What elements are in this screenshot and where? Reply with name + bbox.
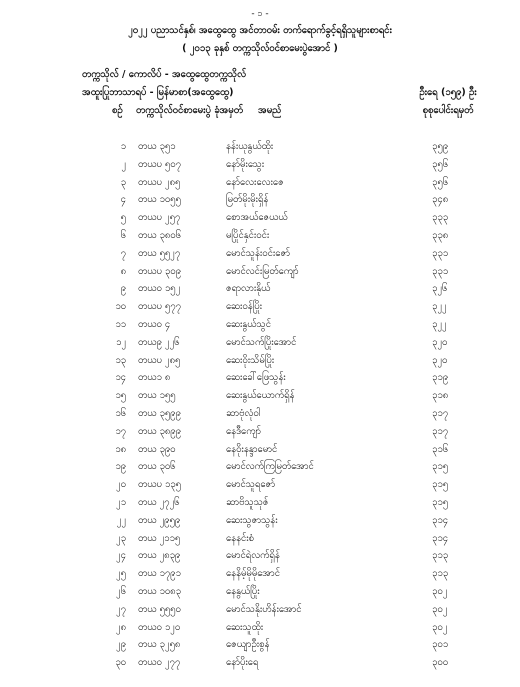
total-score: ၃၀၂ xyxy=(432,603,448,615)
student-name: နန်းယုနွယ်ထိုး xyxy=(226,141,274,152)
student-name: ဆေးဝန်ပြိုး xyxy=(226,301,263,313)
student-name: နေနင်းစံ xyxy=(226,532,255,544)
document-subtitle: ( ၂၀၁၃ ခုနှစ် တက္ကသိုလ်ဝင်စာမေးပွဲအောင် ) xyxy=(182,43,338,54)
table-row xyxy=(0,443,520,462)
seat-number: တယ ၁၅၅ xyxy=(138,390,176,402)
seat-number: တယ ၅၅၅၀ xyxy=(138,603,181,615)
row-number: ၅ xyxy=(120,212,126,224)
table-row xyxy=(0,478,520,497)
row-number: ၁၆ xyxy=(115,408,126,419)
student-name: ဆေးသွဇာသွန်း xyxy=(226,514,278,526)
total-score: ၃၁၅ xyxy=(432,479,449,491)
student-name: မောင်သူရဇော် xyxy=(226,479,276,491)
table-row xyxy=(0,300,520,319)
table-row xyxy=(0,229,520,248)
total-score: ၃၃၃ xyxy=(432,212,449,224)
seat-number: တယဝ ၁၂၀ xyxy=(138,621,181,633)
total-score: ၃၁၃ xyxy=(432,550,449,562)
total-score: ၃၁၄ xyxy=(432,514,449,526)
table-row xyxy=(0,371,520,390)
student-name: နော်မိုးသွေး xyxy=(226,158,265,170)
seat-number: တယပ ၂၈၅ xyxy=(138,176,181,188)
seat-number: တယ ၃၀၆ xyxy=(138,461,176,473)
total-score: ၃၁၆ xyxy=(432,443,449,455)
seat-number: တယဝ ၂၇၇ xyxy=(138,657,181,669)
total-score: ၃၁၄ xyxy=(432,532,449,544)
total-score: ၃၀၁ xyxy=(432,639,449,651)
total-score: ၃၂၀ xyxy=(432,336,448,348)
seat-number: တယပ ၅၀၇ xyxy=(138,158,181,170)
total-count: ဦးရေ (၁၅၉) ဦး xyxy=(419,87,477,98)
student-name: မပြိုင်နှင်းဝင်း xyxy=(226,230,270,241)
seat-number: တယ ၃၈၉၉ xyxy=(138,425,181,437)
table-row xyxy=(0,585,520,604)
total-score: ၃၁၃ xyxy=(432,568,449,580)
total-score: ၃၁၉ xyxy=(432,372,449,384)
student-name: ဆေးနွယ်ယောက်ရှိန် xyxy=(226,390,295,402)
table-row xyxy=(0,621,520,640)
row-number: ၉ xyxy=(120,283,126,295)
table-row xyxy=(0,211,520,230)
table-row xyxy=(0,318,520,337)
total-score: ၃၁၇ xyxy=(432,425,449,437)
table-row xyxy=(0,514,520,533)
table-row xyxy=(0,247,520,266)
table-row xyxy=(0,282,520,301)
total-score: ၃၁၅ xyxy=(432,497,449,508)
seat-number: တယ ၂၇၂၆ xyxy=(138,497,180,508)
student-name: နော်ပိုးရေ xyxy=(226,657,259,669)
row-number: ၁၄ xyxy=(115,372,126,384)
seat-number: တယ ၃၈၀၆ xyxy=(138,230,181,241)
seat-number: တယ ၃၉၀ xyxy=(138,443,176,455)
row-number: ၂၅ xyxy=(115,568,126,580)
seat-number: တယဝ ၄ xyxy=(138,319,171,330)
student-name: ဆေးသူထိုး xyxy=(226,621,264,633)
table-row xyxy=(0,656,520,675)
seat-number: တယ ၁၀၈၃ xyxy=(138,586,181,597)
table-row xyxy=(0,549,520,568)
subject-line: အထူးပြုဘာသာရပ် - မြန်မာစာ(အထွေထွေ) xyxy=(82,87,234,98)
seat-number: တယ ၃၅၁ xyxy=(138,141,176,152)
row-number: ၃၀ xyxy=(115,657,126,669)
row-number: ၁ xyxy=(120,141,126,152)
row-number: ၂၆ xyxy=(115,586,126,597)
student-name: မောင်သနိုးဟိန်းအောင် xyxy=(226,603,302,615)
row-number: ၂၈ xyxy=(115,621,126,633)
row-number: ၄ xyxy=(120,194,126,206)
row-number: ၁၅ xyxy=(115,390,126,402)
total-score: ၃၂၀ xyxy=(432,354,448,366)
row-number: ၈ xyxy=(120,265,126,277)
header-score: စုစုပေါင်းရမှတ် xyxy=(422,105,474,116)
student-name: ဇရာလားနိုယ် xyxy=(226,283,271,295)
total-score: ၃၄၈ xyxy=(432,194,449,206)
row-number: ၁၈ xyxy=(115,443,126,455)
student-name: မောင်ရဲလက်ရှိန် xyxy=(226,550,280,562)
seat-number: တယပ ၂၅၇ xyxy=(138,212,181,224)
student-name: နေဝိုးနန္ဒာမောင် xyxy=(226,443,278,455)
seat-number: တယ ၅၅၂၇ xyxy=(138,247,181,259)
seat-number: တယ၁ ၈ xyxy=(138,372,171,384)
table-row xyxy=(0,354,520,373)
row-number: ၁၉ xyxy=(115,461,126,473)
student-name: ဆာဗုံလုံဝါ xyxy=(226,408,261,419)
total-score: ၃၀၀ xyxy=(432,657,449,669)
row-number: ၁၇ xyxy=(115,425,126,437)
table-row xyxy=(0,460,520,479)
total-score: ၃၀၂ xyxy=(432,621,448,633)
page-number: - ၁ - xyxy=(251,9,269,19)
table-row xyxy=(0,496,520,515)
table-row xyxy=(0,532,520,551)
seat-number: တယဝ ၁၅၂ xyxy=(138,283,181,295)
total-score: ၃၁၈ xyxy=(432,390,449,402)
seat-number: တယ ၃၅၉၉ xyxy=(138,408,181,419)
row-number: ၁၁ xyxy=(115,319,126,330)
row-number: ၁၃ xyxy=(115,354,126,366)
seat-number: တယပ ၂၈၅ xyxy=(138,354,181,366)
table-row xyxy=(0,425,520,444)
student-name: မောင်သူန်းဝင်းဇော် xyxy=(226,247,291,259)
table-row xyxy=(0,407,520,426)
row-number: ၂၀ xyxy=(115,479,126,491)
total-score: ၃၂၂ xyxy=(432,319,447,330)
total-score: ၃၅၆ xyxy=(432,158,449,170)
seat-number: တယ ၂၁၁၅ xyxy=(138,532,181,544)
faculty-line: တက္ကသိုလ် / ကောလိပ် - အထွေထွေတက္ကသိုလ် xyxy=(82,69,247,80)
seat-number: တယပ ၃၀၉ xyxy=(138,265,181,277)
header-no: စဉ် xyxy=(112,105,123,116)
row-number: ၂၂ xyxy=(116,514,126,526)
seat-number: တယပ ၁၃၅ xyxy=(138,479,181,491)
total-score: ၃၅၆ xyxy=(432,176,449,188)
student-name: စောအယ်ဇေယယ် xyxy=(226,212,288,224)
row-number: ၁၀ xyxy=(115,301,126,313)
table-row xyxy=(0,336,520,355)
total-score: ၃၃၁ xyxy=(432,247,449,259)
seat-number: တယ ၂၈၃၉ xyxy=(138,550,181,562)
row-number: ၃ xyxy=(120,176,126,188)
table-row xyxy=(0,389,520,408)
student-name: နော်လေးလေးဇေ xyxy=(226,176,284,188)
student-name: ဆေးဝိုးသိမ်ပြိုး xyxy=(226,354,275,366)
student-name: မောင်လက်ကြမြတ်အောင် xyxy=(226,461,314,473)
seat-number: တယ ၂၉၅၉ xyxy=(138,514,181,526)
student-name: မောင်လင်းမြတ်ကျော် xyxy=(226,265,299,277)
total-score: ၃၀၂ xyxy=(432,586,448,597)
row-number: ၂၉ xyxy=(115,639,126,651)
student-name: နေနွယ်ပြိုး xyxy=(226,586,260,597)
row-number: ၂၄ xyxy=(115,550,126,562)
student-name: နေနိမ့်မိုမိုအောင် xyxy=(226,568,280,580)
row-number: ၂၇ xyxy=(115,603,126,615)
student-name: ဆေးနွယ်သွင် xyxy=(226,319,271,330)
header-name: အမည် xyxy=(258,105,282,116)
total-score: ၃၂၂ xyxy=(432,301,447,313)
student-name: ဆာဗိသူသုဇ် xyxy=(226,497,269,508)
total-score: ၃၁၇ xyxy=(432,408,449,419)
table-row xyxy=(0,193,520,212)
student-name: ဇေယျာဦးစွန် xyxy=(226,639,270,651)
total-score: ၃၅၉ xyxy=(432,141,449,152)
table-row xyxy=(0,603,520,622)
row-number: ၁၂ xyxy=(115,336,126,348)
student-name: မြတ်မိုးမိုးရှိန် xyxy=(226,194,269,206)
row-number: ၇ xyxy=(120,247,126,259)
table-row xyxy=(0,567,520,586)
seat-number: တယ၉ ၂၂၆ xyxy=(138,336,180,348)
table-row xyxy=(0,140,520,159)
table-row xyxy=(0,638,520,657)
table-row xyxy=(0,265,520,284)
document-title: ၂၀၂၂ ပညာသင်နှစ်၊ အထွေထွေ အင်တာဝမ်း တက်ရောက်ခွင့်ရရှိသူများစာရင်း xyxy=(128,25,392,36)
row-number: ၆ xyxy=(120,230,126,241)
seat-number: တယ ၁၀၅၅ xyxy=(138,194,181,206)
student-name: နေဒီကျော် xyxy=(226,425,261,437)
seat-number: တယ ၃၂၅၈ xyxy=(138,639,181,651)
table-row xyxy=(0,158,520,177)
total-score: ၃၃၈ xyxy=(432,230,449,241)
student-name: မောင်သက်ပြိုးအောင် xyxy=(226,336,297,348)
total-score: ၃၃၁ xyxy=(432,265,449,277)
total-score: ၃၁၅ xyxy=(432,461,449,473)
seat-number: တယ ၁၇၉၁ xyxy=(138,568,181,580)
header-seat-number: တက္ကသိုလ်ဝင်စာမေးပွဲ ခုံအမှတ် xyxy=(136,105,243,116)
student-name: ဆေးခေါ်ဖြေသွန်း xyxy=(226,372,286,384)
row-number: ၂၃ xyxy=(115,532,126,544)
table-row xyxy=(0,176,520,195)
row-number: ၂၁ xyxy=(115,497,126,508)
row-number: ၂ xyxy=(121,158,126,170)
total-score: ၃၂၆ xyxy=(432,283,448,295)
seat-number: တယပ ၅၇၇ xyxy=(138,301,181,313)
